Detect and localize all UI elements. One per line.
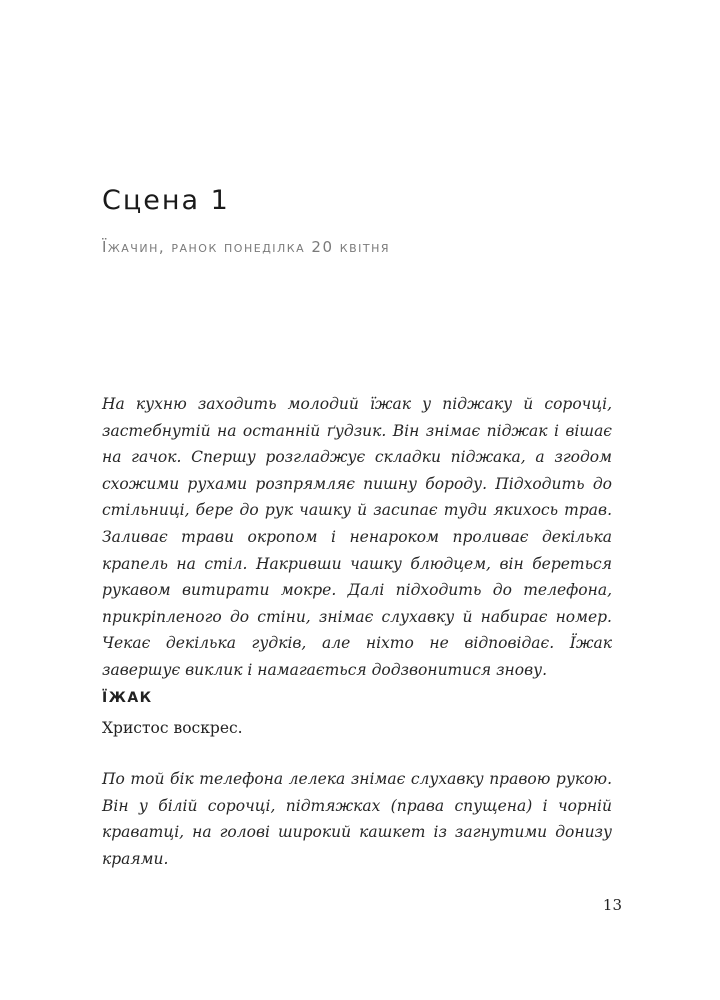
stage-direction-2: По той бік телефона лелека знімає слухавку правою рукою. Він у білій сорочці, підтяжках (права спущена) і чорній краватці, на голові широкий кашкет із загнутими донизу краями.	[102, 770, 612, 868]
page-number: 13	[602, 896, 622, 914]
speaker-name: ЇЖАК	[102, 690, 153, 706]
dialogue-line: Христос воскрес.	[102, 719, 243, 737]
scene-title: Сцена 1	[102, 185, 230, 216]
scene-subtitle: Їжачин, ранок понеділка 20 квітня	[102, 238, 390, 256]
stage-direction-1: На кухню заходить молодий їжак у піджаку й сорочці, застебнутій на останній ґудзик. Він знімає піджак і вішає на гачок. Спершу розгладжує складки піджака, а згодом схожими рухами розпрямляє пишну бороду. Підходить до стільниці, бере до рук чашку й засипає туди якихось трав. Заливає трави окропом і ненароком проливає декілька крапель на стіл. Накривши чашку блюдцем, він береться рукавом витирати мокре. Далі підходить до телефона, прикріпленого до стіни, знімає слухавку й набирає номер. Чекає декілька гудків, але ніхто не відповідає. Їжак завершує виклик і намагається додзвонитися знову.	[102, 395, 612, 679]
